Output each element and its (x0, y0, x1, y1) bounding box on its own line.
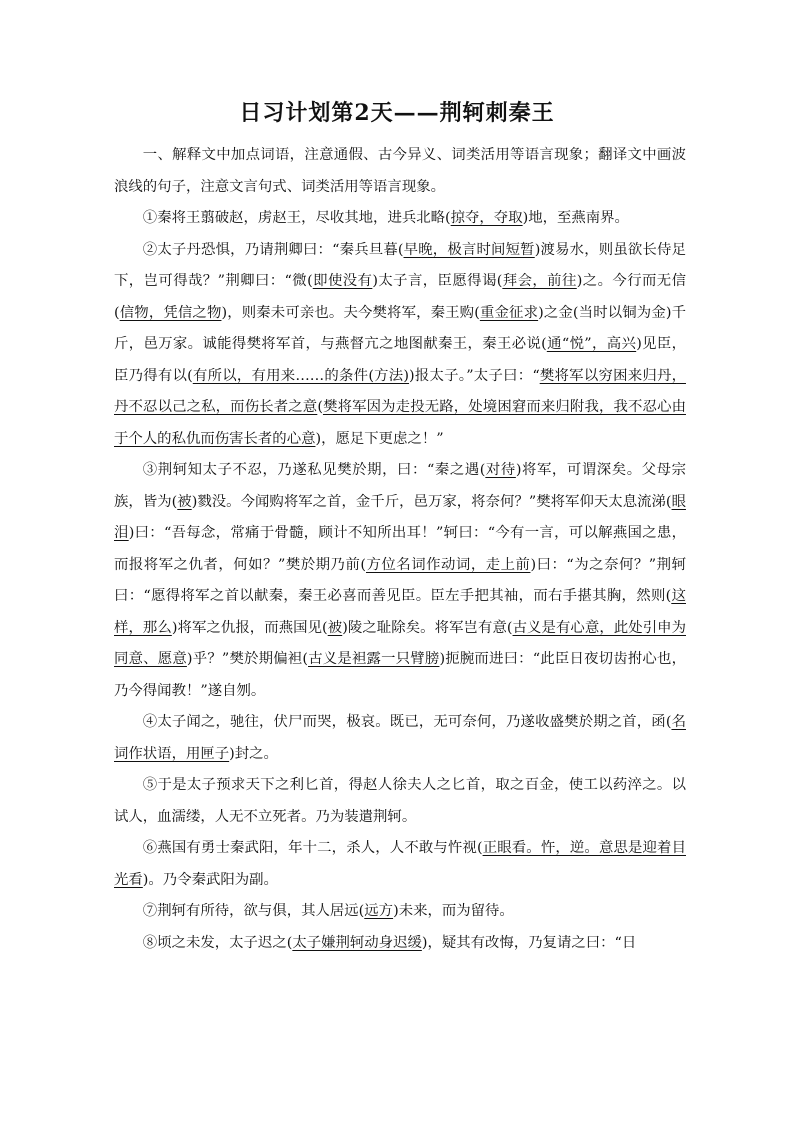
body-text: ⑦荆轲有所待，欲与俱，其人居远( (142, 903, 365, 919)
body-text: ③荆轲知太子不忍，乃遂私见樊於期，曰：“秦之遇( (142, 462, 486, 478)
annotation-text: 古义是袒露一只臂膀 (308, 651, 440, 667)
body-text: )乎？”樊於期偏袒( (186, 651, 308, 667)
annotation-text: 拜会，前往 (502, 273, 577, 289)
body-text: )。乃令秦武阳为副。 (142, 871, 278, 888)
body-text: )太子言，臣愿得谒( (372, 273, 503, 289)
body-text: )，疑其有改悔，乃复请之曰：“日 (421, 934, 637, 951)
annotation-text: 对待 (485, 462, 516, 478)
paragraph (114, 140, 686, 203)
body-text: )封之。 (229, 745, 278, 762)
annotation-text: 即使没有 (312, 273, 373, 289)
body-text: ①秦将王翦破赵，虏赵王，尽收其地，进兵北略( (142, 210, 451, 226)
paragraph (114, 235, 686, 456)
annotation-text: 太子嫌荆轲动身迟缓 (292, 934, 422, 951)
document-body (114, 140, 686, 959)
annotation-text: 正眼看。忤，逆。意思是迎着目光看 (114, 840, 686, 888)
annotation-text: 信物，凭信之物 (119, 304, 222, 321)
body-text: )曰：“为之奈何？”荆轲曰：“愿得将军之首以献秦，秦王必喜而善见臣。臣左手把其袖，而右手揕其胸，然则( (114, 556, 686, 604)
body-text: )将军，可谓深矣。父母宗族，皆为( (114, 462, 686, 510)
annotation-text: 这样，那么 (114, 588, 686, 636)
body-text: )陵之耻除矣。将军岂有意( (342, 619, 513, 636)
body-text: )之金(当时以铜为金)千斤，邑万家。诚能得樊将军首，与燕督亢之地图献秦王，秦王必说( (114, 304, 686, 352)
body-text: )报太子。”太子曰：“ (409, 367, 540, 384)
body-text: )，则秦未可亲也。夫今樊将军，秦王购( (221, 304, 480, 321)
annotation-text: 重金征求 (479, 304, 539, 321)
annotation-text: 方位名词作动词，走上前 (365, 556, 531, 573)
page-title: 日习计划第2天——荆轲刺秦王 (239, 100, 555, 126)
body-text: )曰：“吾每念，常痛于骨髓，顾计不知所出耳！”轲曰：“今有一言，可以解燕国之患，而报将军之仇者，何如？”樊於期乃前( (114, 525, 686, 573)
annotation-text: 通“悦”，高兴 (546, 336, 637, 352)
body-text: )之。今行而无信( (114, 273, 686, 321)
body-text: ⑤于是太子预求天下之利匕首，得赵人徐夫人之匕首，取之百金，使工以药淬之。以试人，血濡缕，人无不立死者。乃为装遣荆轲。 (114, 777, 686, 825)
annotation-text: 掠夺，夺取 (450, 210, 523, 226)
body-text: )地，至燕南界。 (522, 210, 629, 226)
body-text: )见臣，臣乃得有以( (114, 336, 686, 384)
body-text: ⑥燕国有勇士秦武阳，年十二，杀人，人不敢与忤视( (142, 840, 483, 856)
annotation-text: 被 (327, 619, 343, 636)
body-text: 一、解释文中加点词语，注意通假、古今异义、词类活用等语言现象；翻译文中画波浪线的句子，注意文言句式、词类活用等语言现象。 (114, 147, 686, 195)
paragraph (114, 928, 686, 960)
annotation-text: 有所以，有用来……的条件(方法) (192, 367, 410, 384)
paragraph (114, 896, 686, 928)
annotation-text: 眼泪 (114, 493, 686, 541)
body-text: )扼腕而进曰：“此臣日夜切齿拊心也，乃今得闻教！”遂自刎。 (114, 651, 686, 699)
body-text: ④太子闻之，驰往，伏尸而哭，极哀。既已，无可奈何，乃遂收盛樊於期之首，函( (142, 714, 672, 730)
annotation-text: 被 (177, 493, 192, 510)
body-text: )未来，而为留待。 (393, 903, 514, 919)
body-text: )，愿足下更虑之！” (315, 430, 444, 447)
body-text: )渡易水，则虽欲长侍足下，岂可得哉？”荆卿曰：“微( (114, 241, 686, 289)
body-text: ⑧顷之未发，太子迟之( (142, 934, 293, 951)
annotation-text: 樊将军以穷困来归丹，丹不忍以己之私，而伤长者之意 (114, 367, 686, 415)
annotation-text: 樊将军因为走投无路，处境困窘而来归附我，我不忍心由于个人的私仇而伤害长者的心意 (114, 399, 686, 447)
body-text: )将军之仇报，而燕国见( (171, 619, 328, 636)
paragraph (114, 203, 686, 235)
body-text: ②太子丹恐惧，乃请荆卿曰：“秦兵旦暮( (142, 241, 404, 258)
paragraph (114, 833, 686, 896)
annotation-text: 古义是有心意，此处引申为同意、愿意 (114, 619, 686, 667)
paragraph (114, 770, 686, 833)
annotation-text: 名词作状语，用匣子 (114, 714, 686, 762)
body-text: )戮没。今闻购将军之首，金千斤，邑万家，将奈何？”樊将军仰天太息流涕( (191, 493, 672, 510)
body-text: ( (317, 399, 323, 415)
annotation-text: 早晚，极言时间短暂 (403, 241, 535, 258)
annotation-text: 远方 (364, 903, 394, 919)
paragraph (114, 455, 686, 707)
paragraph (114, 707, 686, 770)
